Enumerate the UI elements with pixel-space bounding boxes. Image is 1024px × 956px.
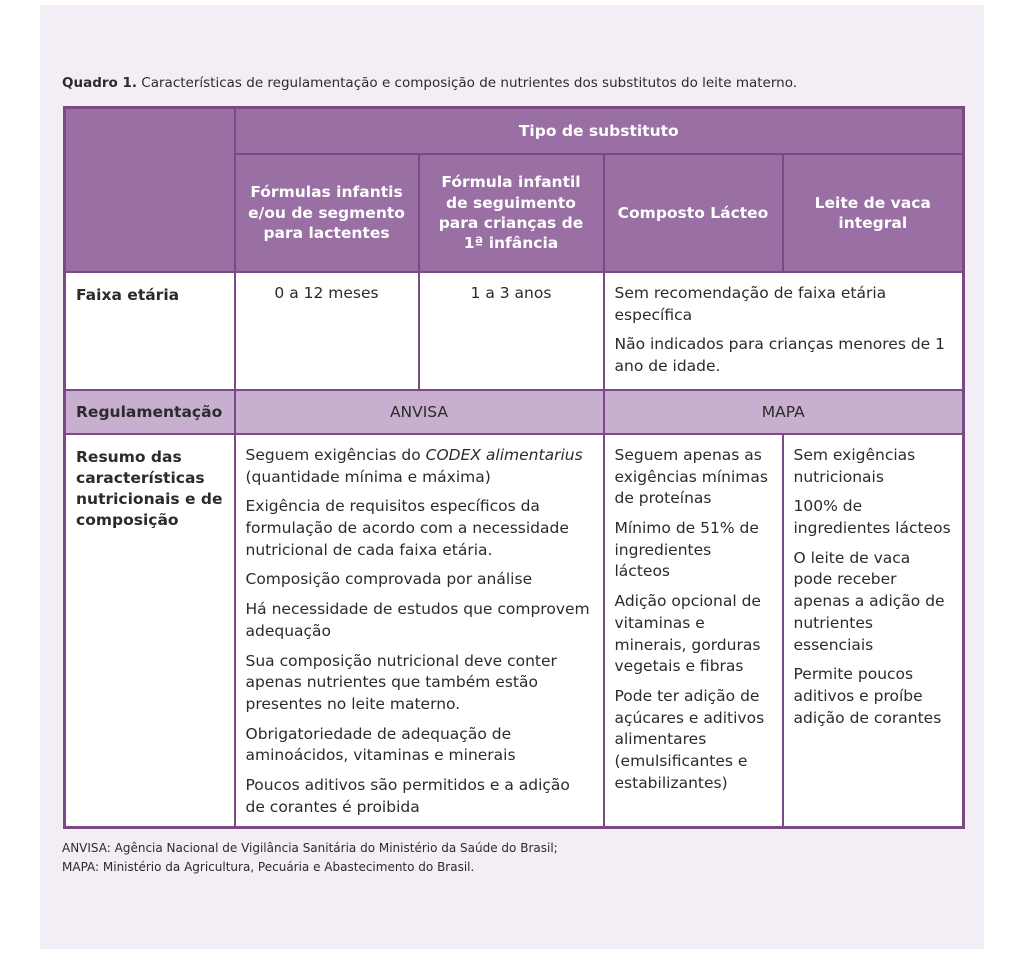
summary-item: Exigência de requisitos específicos da formulação de acordo com a necessidade nutricional de cada faixa etária. (245, 497, 569, 559)
age-row-label: Faixa etária (65, 272, 235, 390)
age-value-lactentes: 0 a 12 meses (235, 272, 419, 390)
caption-text: Características de regulamentação e composição de nutrientes dos substitutos do leite materno. (137, 75, 798, 91)
regulation-anvisa: ANVISA (235, 390, 604, 434)
summary-item: Há necessidade de estudos que comprovem adequação (245, 600, 590, 640)
summary-item: Mínimo de 51% de ingredientes lácteos (614, 519, 759, 581)
summary-item: Sua composição nutricional deve conter apenas nutrientes que também estão presentes no leite materno. (245, 651, 557, 713)
summary-leite-cell (783, 434, 964, 828)
summary-item: Permite poucos aditivos e proíbe adição de corantes (793, 665, 942, 727)
summary-row (65, 434, 964, 828)
footnote-mapa: MAPA: Ministério da Agricultura, Pecuária e Abastecimento do Brasil. (62, 859, 475, 874)
age-value-seguimento: 1 a 3 anos (419, 272, 604, 390)
summary-item: Obrigatoriedade de adequação de aminoácidos, vitaminas e minerais (245, 724, 516, 765)
regulation-row-label: Regulamentação (65, 390, 235, 434)
age-note: Não indicados para crianças menores de 1 ano de idade. (614, 335, 945, 376)
summary-item: Sem exigências nutricionais (793, 446, 916, 486)
summary-item: O leite de vaca pode receber apenas a adição de nutrientes essenciais (793, 548, 945, 654)
summary-item: Pode ter adição de açúcares e aditivos alimentares (emulsificantes e estabilizantes) (614, 686, 765, 792)
summary-item: Adição opcional de vitaminas e minerais, gorduras vegetais e fibras (614, 592, 761, 676)
age-value-composto-leite (604, 272, 964, 390)
header-corner-cell (65, 108, 235, 273)
summary-item-text: (quantidade mínima e máxima) (245, 467, 491, 486)
summary-item-text: Seguem exigências do (245, 446, 426, 464)
summary-composto-cell (604, 434, 783, 828)
codex-italic: CODEX alimentarius (425, 446, 583, 464)
regulation-row (65, 390, 964, 434)
summary-item: Composição comprovada por análise (245, 570, 533, 589)
summary-anvisa-cell (235, 434, 604, 828)
footnote-anvisa: ANVISA: Agência Nacional de Vigilância Sanitária do Ministério da Saúde do Brasil; (62, 841, 558, 855)
footnotes (62, 839, 558, 876)
regulation-mapa: MAPA (604, 390, 964, 434)
column-header-composto-lacteo: Composto Lácteo (604, 154, 783, 272)
table-caption (62, 75, 797, 91)
summary-row-label: Resumo das características nutricionais e de composição (65, 434, 235, 828)
age-row (65, 272, 964, 390)
summary-item: 100% de ingredientes lácteos (793, 497, 951, 538)
column-header-formula-seguimento: Fórmula infantil de seguimento para crianças de 1ª infância (419, 154, 604, 272)
age-note: Sem recomendação de faixa etária específica (614, 284, 887, 324)
comparison-table (63, 106, 965, 829)
column-header-leite-de-vaca: Leite de vaca integral (783, 154, 964, 272)
caption-label: Quadro 1. (62, 75, 138, 91)
summary-item: Poucos aditivos são permitidos e a adição de corantes é proibida (245, 775, 570, 816)
column-header-formulas-infantis: Fórmulas infantis e/ou de segmento para lactentes (235, 154, 419, 272)
header-tipo-de-substituto: Tipo de substituto (235, 108, 964, 155)
summary-item: Seguem apenas as exigências mínimas de proteínas (614, 446, 768, 508)
summary-item (246, 445, 593, 488)
